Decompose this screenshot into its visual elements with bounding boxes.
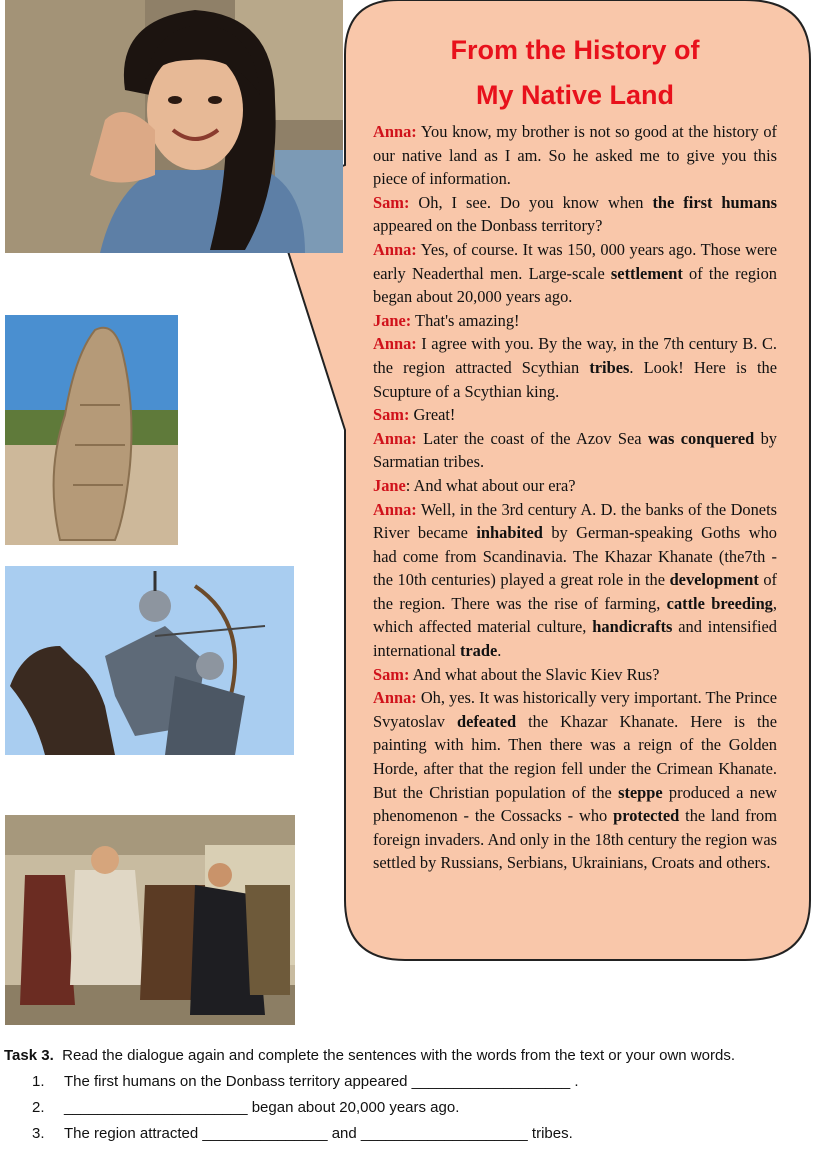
dialogue-text-segment: by Sarmatian tribes. — [373, 428, 777, 472]
dialogue-line — [373, 309, 777, 333]
task-item-text: ______________________ began about 20,000 years ago. — [64, 1099, 460, 1116]
task-label: Task 3. — [4, 1047, 54, 1064]
key-term: trade — [459, 641, 498, 661]
speaker-name: Sam: — [373, 405, 410, 425]
dialogue-text-segment: Great! — [409, 405, 456, 425]
speaker-name: Anna: — [373, 122, 417, 141]
dialogue-text-segment: That's amazing! — [411, 310, 520, 330]
dialogue-text-segment: the Khazar Khanate. Here is the painting with him. Then there was a reign of the Golden Horde, after that the region fell under the Crimean Khanate. But the Christian population of the — [373, 711, 778, 802]
dialogue-text-segment: Well, in the 3rd century A. D. the banks of the Donets River became — [373, 499, 777, 543]
task-instruction-text: Read the dialogue again and complete the sentences with the words from the text or your own words. — [62, 1047, 735, 1064]
dialogue-line — [373, 120, 777, 191]
dialogue-text-segment: Yes, of course. It was 150, 000 years ago. Those were early Neaderthal men. Large-scale — [373, 239, 777, 283]
speaker-name: Jane — [373, 475, 406, 495]
key-term: settlement — [610, 263, 683, 283]
dialogue-text-segment: and intensified international — [373, 617, 777, 661]
task-item-2 — [32, 1095, 804, 1121]
dialogue-text-segment: of the region. There was the rise of farming, — [373, 570, 777, 613]
dialogue-line — [373, 332, 777, 403]
dialogue-text — [373, 120, 777, 875]
task-item-1 — [32, 1069, 804, 1095]
task-item-number: 2. — [32, 1099, 45, 1116]
speaker-name: Anna: — [373, 239, 417, 259]
key-term: was conquered — [647, 428, 755, 448]
dialogue-text-segment: : And what about our era? — [405, 475, 576, 495]
dialogue-text-segment: . Look! Here is the Scupture of a Scythian king. — [373, 357, 777, 401]
dialogue-text-segment: And what about the Slavic Kiev Rus? — [409, 664, 660, 684]
dialogue-text-segment: produced a new phenomenon - the Cossacks - who — [373, 782, 777, 826]
speaker-name: Anna: — [373, 428, 417, 448]
key-term: inhabited — [476, 523, 543, 543]
dialogue-text-segment: of the region began about 20,000 years ago. — [373, 263, 777, 307]
dialogue-text-segment: Oh, yes. It was historically very important. The Prince Svyatoslav — [373, 688, 777, 731]
key-term: tribes — [589, 357, 630, 377]
dialogue-text-segment: by German-speaking Goths who had come from Scandinavia. The Khazar Khanate (the7th - the 10th centuries) played a great role in the — [373, 523, 777, 590]
key-term: development — [669, 570, 759, 590]
speaker-name: Anna: — [373, 688, 417, 708]
page-title-line-1: From the History of — [450, 35, 700, 65]
dialogue-line — [373, 686, 777, 875]
dialogue-line — [373, 498, 777, 663]
key-term: the first humans — [652, 192, 777, 212]
dialogue-line — [373, 663, 777, 687]
dialogue-line — [373, 474, 777, 498]
dialogue-text-segment: . — [497, 641, 502, 661]
speaker-name: Jane: — [373, 310, 412, 330]
dialogue-line — [373, 403, 777, 427]
task-item-number: 3. — [32, 1125, 45, 1142]
dialogue-text-segment: , which affected material culture, — [373, 593, 777, 637]
dialogue-text-segment: appeared on the Donbass territory? — [373, 216, 603, 236]
task-item-text: The first humans on the Donbass territory appeared ___________________ . — [64, 1073, 579, 1090]
scythian-statue-photo — [5, 315, 178, 545]
dialogue-line — [373, 191, 777, 238]
task-section — [4, 1043, 804, 1147]
speaker-name: Sam: — [373, 664, 410, 684]
dialogue-text-segment: the land from foreign invaders. And only in the 18th century the region was settled by Russians, Serbians, Ukrainians, Croats and others. — [373, 806, 777, 873]
key-term: handicrafts — [592, 617, 673, 637]
task-item-3 — [32, 1121, 804, 1147]
dialogue-text-segment: Oh, I see. Do you know when — [409, 192, 653, 212]
key-term: cattle breeding — [666, 593, 773, 613]
dialogue-text-segment: Later the coast of the Azov Sea — [416, 428, 648, 448]
speaker-name: Anna: — [373, 334, 417, 354]
key-term: protected — [613, 806, 680, 826]
dialogue-text-segment: I agree with you. By the way, in the 7th century B. C. the region attracted Scythian — [373, 334, 777, 377]
dialogue-text-segment: You know, my brother is not so good at the history of our native land as I am. So he asked me to give you this piece of information. — [373, 122, 777, 189]
key-term: defeated — [456, 711, 517, 731]
speaker-name: Sam: — [373, 192, 410, 212]
key-term: steppe — [618, 782, 663, 802]
speaker-name: Anna: — [373, 499, 417, 519]
task-item-text: The region attracted _______________ and ____________________ tribes. — [64, 1125, 573, 1142]
page-title-line-2: My Native Land — [475, 80, 675, 110]
dialogue-line — [373, 427, 777, 474]
task-item-number: 1. — [32, 1073, 45, 1090]
prince-svyatoslav-painting — [5, 815, 295, 1025]
dialogue-line — [373, 238, 777, 309]
task-instruction — [4, 1043, 804, 1069]
archers-painting — [5, 566, 294, 755]
girl-photo — [5, 0, 343, 253]
